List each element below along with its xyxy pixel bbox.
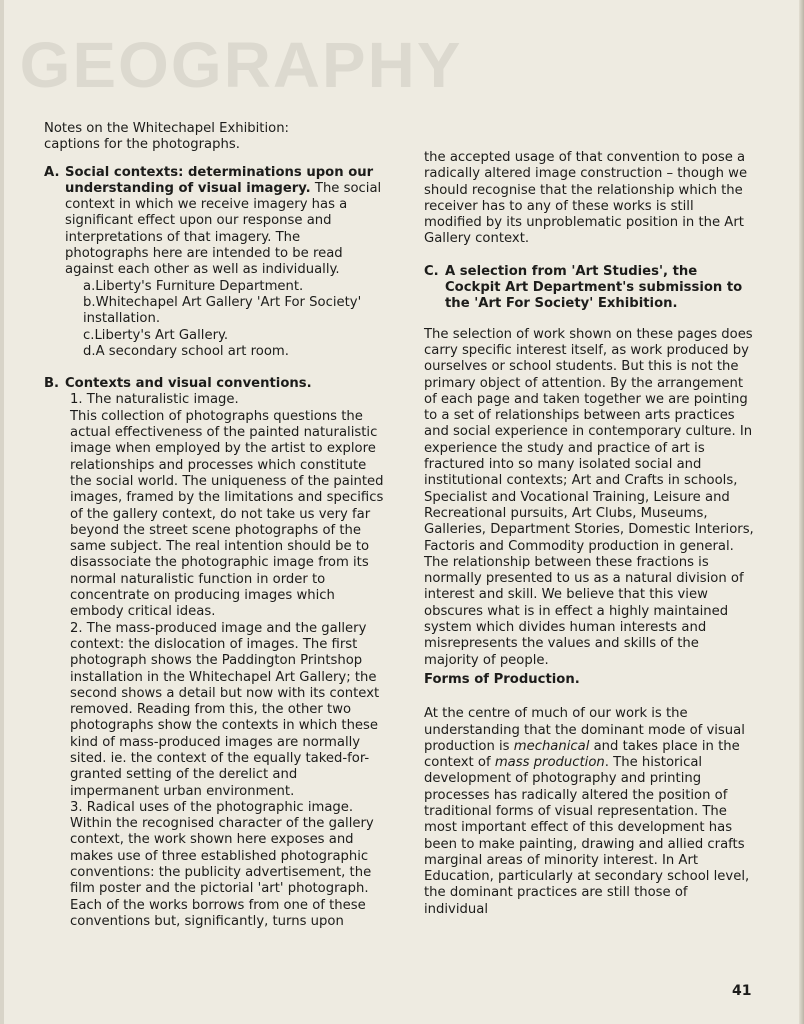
paragraph: 2. The mass-produced image and the gallery context: the dislocation of images. The first photograph shows the Paddington Printshop installation in the Whitechapel Art Gallery; the second shows a detail but now with its context removed. Reading from this, the other two photographs show the contexts in which these kind of mass-produced images are normally sited. ie. the context of the equally taked-for-granted setting of the derelict and impermanent urban environment.	[70, 620, 380, 799]
section-a-heading: Social contexts: determinations upon our understanding of visual imagery.	[65, 164, 374, 196]
emphasis: mechanical	[513, 738, 590, 754]
page-number: 41	[732, 983, 752, 999]
section-a	[44, 165, 384, 361]
list-item: a.Liberty's Furniture Department.	[83, 278, 304, 294]
section-letter: C.	[424, 263, 439, 279]
photo-list	[65, 279, 384, 360]
subsection-title: 1. The naturalistic image.	[70, 392, 239, 408]
left-column	[44, 121, 384, 930]
text-run: . The historical development of photography and printing processes has radically altered the position of traditional forms of visual representation. The most important effect of this development has been to make painting, drawing and allied crafts marginal areas of minority interest. In Art Education, particularly at secondary school level, the dominant practices are still those of individual	[424, 755, 750, 917]
text-run: At the centre of much of our work is the understanding that the dominant mode of visual production is	[424, 706, 745, 754]
section-b	[44, 376, 384, 930]
section-a-body: The social context in which we receive imagery has a significant effect upon our response and interpretations of that imagery. The photographs here are intended to be read against each other as well as individually.	[65, 180, 382, 278]
page-edge-left	[0, 0, 4, 1024]
paragraph	[424, 706, 754, 918]
right-column	[424, 150, 754, 918]
text-run: and takes place in the context of	[424, 738, 740, 771]
show-through-heading: GEOGRAPHY	[19, 29, 463, 101]
list-item: d.A secondary school art room.	[83, 343, 289, 359]
paragraph: The selection of work shown on these pages does carry specific interest itself, as work produced by ourselves or school students. But this is not the primary object of attention. By the arrangement of each page and taken together we are pointing to a set of relationships between arts practices and social experience in contemporary culture. In experience the study and practice of art is fractured into so many isolated social and institutional contexts; Art and Crafts in schools, Specialist and Vocational Training, Leisure and Recreational pursuits, Art Clubs, Museums, Galleries, Department Stories, Domestic Interiors, Factoris and Commodity production in general. The relationship between these fractions is normally presented to us as a natural division of interest and skill. We believe that this view obscures what is in effect a highly maintained system which divides human interests and misrepresents the values and skills of the majority of people.	[424, 326, 754, 668]
section-c	[424, 264, 754, 313]
paragraph: This collection of photographs questions the actual effectiveness of the painted naturalistic image when employed by the artist to explore relationships and processes which constitute the social world. The uniqueness of the painted images, framed by the limitations and specifics of the gallery context, do not take us very far beyond the street scene photographs of the same subject. The real intention should be to disassociate the photographic image from its normal naturalistic function in order to concentrate on producing images which embody critical ideas.	[70, 408, 384, 620]
continuation-paragraph: the accepted usage of that convention to pose a radically altered image construction – though we should recognise that the relationship which the receiver has to any of these works is still modified by its unproblematic position in the Art Gallery context.	[424, 150, 748, 247]
intro-line: Notes on the Whitechapel Exhibition:	[44, 121, 290, 136]
section-a-text	[65, 165, 384, 279]
section-b-heading: Contexts and visual conventions.	[65, 376, 312, 392]
emphasis: mass production	[494, 755, 605, 771]
intro	[44, 121, 384, 154]
paragraph: 3. Radical uses of the photographic image. Within the recognised character of the gallery context, the work shown here exposes and makes use of three established photographic conventions: the publicity advertisement, the film poster and the pictorial 'art' photograph. Each of the works borrows from one of these conventions but, significantly, turns upon	[70, 799, 374, 929]
section-c-heading: A selection from 'Art Studies', the Cockpit Art Department's submission to the 'Art For Society' Exhibition.	[445, 263, 743, 312]
page-edge-right	[799, 0, 804, 1024]
section-letter: B.	[44, 376, 60, 392]
list-item: b.Whitechapel Art Gallery 'Art For Society' installation.	[83, 294, 362, 327]
intro-line: captions for the photographs.	[44, 137, 240, 153]
list-item: c.Liberty's Art Gallery.	[83, 327, 229, 343]
section-letter: A.	[44, 164, 60, 180]
forms-heading: Forms of Production.	[424, 671, 580, 687]
